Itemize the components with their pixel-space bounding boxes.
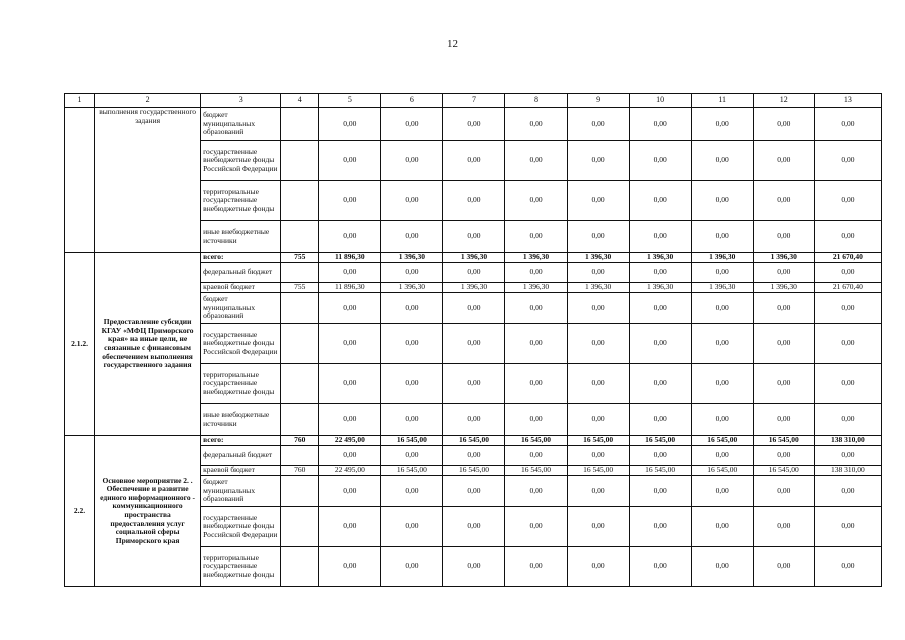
value-cell: 0,00: [567, 263, 629, 283]
value-cell: 0,00: [753, 364, 814, 404]
value-cell: 0,00: [814, 221, 881, 253]
value-cell: 21 670,40: [814, 283, 881, 293]
value-cell: 11 896,30: [319, 253, 381, 263]
table-row: [65, 253, 882, 263]
funding-source-cell: территориальные государственные внебюджетные фонды: [201, 364, 281, 404]
value-cell: 138 310,00: [814, 466, 881, 476]
value-cell: 0,00: [443, 507, 505, 547]
value-cell: 0,00: [814, 547, 881, 587]
value-cell: 0,00: [505, 404, 567, 436]
value-cell: 0,00: [691, 507, 753, 547]
funding-source-cell: бюджет муниципальных образований: [201, 293, 281, 324]
value-cell: 0,00: [629, 507, 691, 547]
code-cell: [281, 293, 319, 324]
table-row: [65, 108, 882, 141]
value-cell: 0,00: [443, 364, 505, 404]
value-cell: 0,00: [443, 324, 505, 364]
header-cell: 11: [691, 94, 753, 108]
value-cell: 16 545,00: [381, 436, 443, 446]
code-cell: [281, 446, 319, 466]
header-cell: 4: [281, 94, 319, 108]
value-cell: 0,00: [691, 181, 753, 221]
value-cell: 1 396,30: [691, 283, 753, 293]
value-cell: 0,00: [753, 221, 814, 253]
value-cell: 0,00: [381, 108, 443, 141]
value-cell: 0,00: [691, 364, 753, 404]
value-cell: 16 545,00: [753, 436, 814, 446]
value-cell: 1 396,30: [567, 253, 629, 263]
value-cell: 0,00: [753, 507, 814, 547]
value-cell: 0,00: [381, 263, 443, 283]
value-cell: 0,00: [505, 547, 567, 587]
funding-source-cell: всего:: [201, 436, 281, 446]
header-cell: 5: [319, 94, 381, 108]
budget-table: [64, 93, 882, 587]
value-cell: 0,00: [381, 221, 443, 253]
value-cell: 0,00: [381, 141, 443, 181]
value-cell: 0,00: [319, 476, 381, 507]
value-cell: 0,00: [505, 181, 567, 221]
value-cell: 0,00: [567, 293, 629, 324]
code-cell: [281, 108, 319, 141]
value-cell: 1 396,30: [753, 253, 814, 263]
value-cell: 0,00: [381, 446, 443, 466]
item-name-cell: Предоставление субсидии КГАУ «МФЦ Приморского края» на иные цели, не связанные с финансовым обеспечением выполнения государственного задания: [95, 253, 201, 436]
value-cell: 0,00: [814, 324, 881, 364]
value-cell: 0,00: [629, 476, 691, 507]
value-cell: 0,00: [319, 141, 381, 181]
item-name-cell: Основное мероприятие 2. . Обеспечение и развитие единого информационного - коммуникационного пространства предоставления услуг социальной сферы Приморского края: [95, 436, 201, 587]
value-cell: 16 545,00: [691, 436, 753, 446]
value-cell: 0,00: [753, 141, 814, 181]
value-cell: 0,00: [319, 364, 381, 404]
value-cell: 0,00: [505, 221, 567, 253]
code-cell: [281, 507, 319, 547]
value-cell: 0,00: [567, 141, 629, 181]
value-cell: 0,00: [381, 181, 443, 221]
value-cell: 0,00: [814, 181, 881, 221]
code-cell: [281, 221, 319, 253]
value-cell: 0,00: [443, 547, 505, 587]
value-cell: 0,00: [753, 293, 814, 324]
value-cell: 0,00: [567, 404, 629, 436]
value-cell: 0,00: [567, 547, 629, 587]
funding-source-cell: краевой бюджет: [201, 283, 281, 293]
value-cell: 0,00: [753, 404, 814, 436]
header-cell: 1: [65, 94, 95, 108]
value-cell: 0,00: [629, 404, 691, 436]
value-cell: 1 396,30: [443, 253, 505, 263]
value-cell: 0,00: [443, 221, 505, 253]
value-cell: 0,00: [505, 364, 567, 404]
funding-source-cell: бюджет муниципальных образований: [201, 108, 281, 141]
value-cell: 0,00: [629, 324, 691, 364]
value-cell: 1 396,30: [505, 253, 567, 263]
funding-source-cell: федеральный бюджет: [201, 263, 281, 283]
value-cell: 0,00: [629, 293, 691, 324]
value-cell: 0,00: [381, 324, 443, 364]
value-cell: 0,00: [691, 446, 753, 466]
header-cell: 12: [753, 94, 814, 108]
value-cell: 0,00: [319, 507, 381, 547]
value-cell: 0,00: [319, 547, 381, 587]
value-cell: 0,00: [814, 293, 881, 324]
value-cell: 16 545,00: [629, 466, 691, 476]
value-cell: 16 545,00: [443, 466, 505, 476]
value-cell: 0,00: [753, 476, 814, 507]
header-cell: 3: [201, 94, 281, 108]
code-cell: [281, 141, 319, 181]
funding-source-cell: иные внебюджетные источники: [201, 221, 281, 253]
value-cell: 0,00: [319, 181, 381, 221]
header-cell: 10: [629, 94, 691, 108]
value-cell: 0,00: [753, 446, 814, 466]
item-number-cell: 2.1.2.: [65, 253, 95, 436]
value-cell: 0,00: [443, 404, 505, 436]
value-cell: 0,00: [443, 141, 505, 181]
code-cell: [281, 547, 319, 587]
funding-source-cell: территориальные государственные внебюджетные фонды: [201, 181, 281, 221]
value-cell: 0,00: [505, 507, 567, 547]
value-cell: 16 545,00: [567, 466, 629, 476]
value-cell: 1 396,30: [381, 253, 443, 263]
value-cell: 0,00: [629, 221, 691, 253]
header-cell: 7: [443, 94, 505, 108]
value-cell: 0,00: [567, 221, 629, 253]
value-cell: 138 310,00: [814, 436, 881, 446]
value-cell: 0,00: [753, 108, 814, 141]
value-cell: 1 396,30: [567, 283, 629, 293]
funding-source-cell: территориальные государственные внебюджетные фонды: [201, 547, 281, 587]
item-name-cell: выполнения государственного задания: [95, 108, 201, 253]
funding-source-cell: государственные внебюджетные фонды Российской Федерации: [201, 141, 281, 181]
value-cell: 16 545,00: [505, 436, 567, 446]
value-cell: 16 545,00: [505, 466, 567, 476]
value-cell: 0,00: [443, 446, 505, 466]
value-cell: 0,00: [814, 507, 881, 547]
value-cell: 0,00: [505, 108, 567, 141]
code-cell: [281, 476, 319, 507]
page-number: 12: [447, 38, 458, 50]
value-cell: 0,00: [319, 263, 381, 283]
value-cell: 0,00: [629, 547, 691, 587]
value-cell: 0,00: [319, 221, 381, 253]
value-cell: 0,00: [505, 446, 567, 466]
value-cell: 0,00: [814, 108, 881, 141]
header-row: [65, 94, 882, 108]
value-cell: 0,00: [691, 141, 753, 181]
value-cell: 0,00: [381, 404, 443, 436]
value-cell: 0,00: [691, 476, 753, 507]
value-cell: 16 545,00: [443, 436, 505, 446]
value-cell: 0,00: [629, 181, 691, 221]
value-cell: 0,00: [814, 364, 881, 404]
value-cell: 0,00: [814, 476, 881, 507]
value-cell: 0,00: [629, 263, 691, 283]
code-cell: 760: [281, 436, 319, 446]
value-cell: 1 396,30: [629, 253, 691, 263]
value-cell: 21 670,40: [814, 253, 881, 263]
funding-source-cell: федеральный бюджет: [201, 446, 281, 466]
value-cell: 0,00: [381, 507, 443, 547]
value-cell: 0,00: [505, 141, 567, 181]
value-cell: 0,00: [319, 293, 381, 324]
value-cell: 0,00: [505, 293, 567, 324]
value-cell: 0,00: [567, 476, 629, 507]
value-cell: 0,00: [814, 263, 881, 283]
value-cell: 16 545,00: [567, 436, 629, 446]
value-cell: 0,00: [753, 324, 814, 364]
value-cell: 0,00: [319, 108, 381, 141]
table-row: [65, 436, 882, 446]
value-cell: 0,00: [691, 324, 753, 364]
value-cell: 16 545,00: [629, 436, 691, 446]
header-cell: 8: [505, 94, 567, 108]
value-cell: 16 545,00: [691, 466, 753, 476]
value-cell: 0,00: [381, 293, 443, 324]
value-cell: 0,00: [319, 404, 381, 436]
code-cell: [281, 181, 319, 221]
code-cell: 760: [281, 466, 319, 476]
value-cell: 0,00: [567, 181, 629, 221]
funding-source-cell: всего:: [201, 253, 281, 263]
value-cell: 0,00: [505, 263, 567, 283]
value-cell: 0,00: [319, 446, 381, 466]
value-cell: 0,00: [814, 404, 881, 436]
value-cell: 0,00: [567, 324, 629, 364]
value-cell: 1 396,30: [753, 283, 814, 293]
value-cell: 0,00: [629, 108, 691, 141]
funding-source-cell: бюджет муниципальных образований: [201, 476, 281, 507]
code-cell: [281, 404, 319, 436]
value-cell: 0,00: [567, 108, 629, 141]
value-cell: 0,00: [691, 404, 753, 436]
value-cell: 22 495,00: [319, 436, 381, 446]
header-cell: 6: [381, 94, 443, 108]
value-cell: 0,00: [814, 141, 881, 181]
value-cell: 0,00: [567, 446, 629, 466]
code-cell: [281, 364, 319, 404]
header-cell: 9: [567, 94, 629, 108]
value-cell: 1 396,30: [443, 283, 505, 293]
value-cell: 16 545,00: [381, 466, 443, 476]
code-cell: [281, 263, 319, 283]
value-cell: 0,00: [381, 547, 443, 587]
funding-source-cell: иные внебюджетные источники: [201, 404, 281, 436]
value-cell: 1 396,30: [629, 283, 691, 293]
value-cell: 1 396,30: [691, 253, 753, 263]
value-cell: 0,00: [629, 364, 691, 404]
value-cell: 0,00: [505, 324, 567, 364]
value-cell: 0,00: [814, 446, 881, 466]
value-cell: 0,00: [629, 446, 691, 466]
value-cell: 0,00: [753, 263, 814, 283]
item-number-cell: [65, 108, 95, 253]
value-cell: 0,00: [381, 476, 443, 507]
value-cell: 0,00: [443, 108, 505, 141]
value-cell: 16 545,00: [753, 466, 814, 476]
header-cell: 2: [95, 94, 201, 108]
value-cell: 22 495,00: [319, 466, 381, 476]
value-cell: 0,00: [691, 547, 753, 587]
header-cell: 13: [814, 94, 881, 108]
value-cell: 0,00: [567, 364, 629, 404]
value-cell: 11 896,30: [319, 283, 381, 293]
value-cell: 0,00: [443, 263, 505, 283]
value-cell: 0,00: [691, 263, 753, 283]
value-cell: 0,00: [505, 476, 567, 507]
value-cell: 0,00: [691, 293, 753, 324]
value-cell: 0,00: [753, 547, 814, 587]
value-cell: 0,00: [567, 507, 629, 547]
code-cell: 755: [281, 283, 319, 293]
table-body: [65, 108, 882, 587]
value-cell: 0,00: [629, 141, 691, 181]
code-cell: 755: [281, 253, 319, 263]
funding-source-cell: краевой бюджет: [201, 466, 281, 476]
value-cell: 0,00: [443, 293, 505, 324]
funding-source-cell: государственные внебюджетные фонды Российской Федерации: [201, 507, 281, 547]
funding-source-cell: государственные внебюджетные фонды Российской Федерации: [201, 324, 281, 364]
value-cell: 0,00: [381, 364, 443, 404]
value-cell: 1 396,30: [381, 283, 443, 293]
value-cell: 1 396,30: [505, 283, 567, 293]
value-cell: 0,00: [443, 181, 505, 221]
value-cell: 0,00: [753, 181, 814, 221]
value-cell: 0,00: [691, 221, 753, 253]
value-cell: 0,00: [691, 108, 753, 141]
value-cell: 0,00: [443, 476, 505, 507]
code-cell: [281, 324, 319, 364]
item-number-cell: 2.2.: [65, 436, 95, 587]
value-cell: 0,00: [319, 324, 381, 364]
